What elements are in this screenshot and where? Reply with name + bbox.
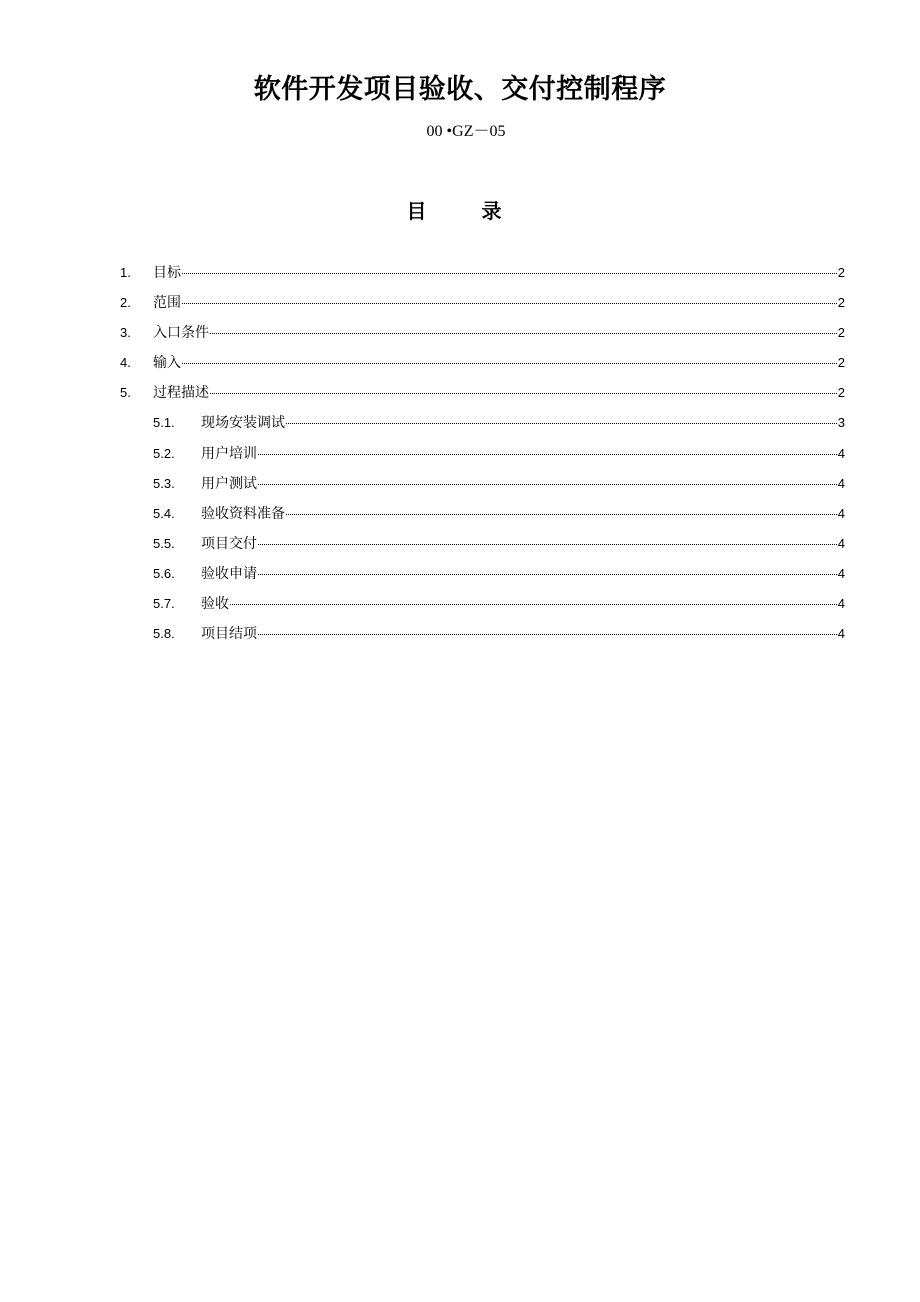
toc-entry-page-number: 4 (837, 445, 845, 461)
toc-entry-label[interactable]: 项目交付 (201, 535, 257, 552)
toc-dot-leader (286, 514, 837, 515)
toc-entry-label[interactable]: 用户培训 (201, 445, 257, 462)
toc-entry[interactable] (120, 412, 845, 442)
toc-entry[interactable] (120, 473, 845, 503)
toc-dot-leader (258, 484, 837, 485)
toc-entry-label[interactable]: 输入 (153, 355, 181, 372)
toc-entry-page-number: 4 (837, 505, 845, 521)
document-code: 00 •GZ－05 (426, 123, 506, 140)
toc-entry-page-number: 4 (837, 475, 845, 491)
toc-entry-number: 5. (120, 385, 131, 401)
toc-entry-label[interactable]: 验收资料准备 (201, 505, 285, 522)
toc-entry-number: 5.5. (153, 535, 175, 551)
toc-entry-number: 4. (120, 355, 131, 371)
toc-entry[interactable] (120, 563, 845, 593)
toc-entry-number: 1. (120, 265, 131, 280)
toc-entry-label[interactable]: 范围 (153, 295, 181, 312)
toc-dot-leader (258, 544, 837, 545)
toc-entry[interactable] (120, 382, 845, 412)
toc-entry-number: 3. (120, 325, 131, 341)
toc-entry-number: 5.7. (153, 596, 175, 612)
toc-dot-leader (210, 393, 837, 394)
toc-entry-number: 2. (120, 295, 131, 311)
toc-entry-number: 5.3. (153, 475, 175, 491)
toc-entry-number: 5.2. (153, 445, 175, 461)
toc-entry-page-number: 4 (837, 626, 845, 642)
toc-dot-leader (258, 574, 837, 575)
toc-entry[interactable] (120, 503, 845, 533)
toc-entry-page-number: 2 (837, 325, 845, 341)
toc-entry-label[interactable]: 验收 (201, 596, 229, 613)
toc-dot-leader (258, 454, 837, 455)
toc-entry-page-number: 2 (837, 355, 845, 371)
toc-entry[interactable] (120, 623, 845, 653)
toc-entry[interactable] (120, 352, 845, 382)
toc-entry[interactable] (120, 443, 845, 473)
toc-dot-leader (182, 273, 837, 274)
toc-entry-page-number: 4 (837, 596, 845, 612)
toc-dot-leader (258, 634, 837, 635)
toc-dot-leader (210, 333, 837, 334)
toc-entry-number: 5.8. (153, 626, 175, 642)
toc-entry[interactable] (120, 593, 845, 623)
toc-entry-label[interactable]: 入口条件 (153, 325, 209, 342)
toc-entry-number: 5.4. (153, 505, 175, 521)
toc-dot-leader (286, 423, 837, 424)
toc-entry-label[interactable]: 过程描述 (153, 385, 209, 402)
toc-entry-label[interactable]: 现场安装调试 (201, 415, 285, 432)
toc-heading: 目 录 (406, 199, 526, 223)
toc-entry-number: 5.1. (153, 415, 175, 431)
toc-dot-leader (182, 363, 837, 364)
toc-entry[interactable] (120, 292, 845, 322)
toc-entry-page-number: 3 (837, 415, 845, 431)
toc-entry-page-number: 2 (837, 265, 845, 280)
toc-entry[interactable] (120, 322, 845, 352)
toc-entry-label[interactable]: 项目结项 (201, 626, 257, 643)
toc-entry[interactable] (120, 533, 845, 563)
toc-entry-page-number: 2 (837, 295, 845, 311)
toc-entry-label[interactable]: 验收申请 (201, 565, 257, 582)
toc-dot-leader (230, 604, 837, 605)
toc-entry-page-number: 2 (837, 385, 845, 401)
toc-entry-number: 5.6. (153, 565, 175, 581)
toc-entry[interactable] (120, 262, 845, 292)
toc-entry-label[interactable]: 目标 (153, 265, 181, 281)
toc-entry-page-number: 4 (837, 565, 845, 581)
toc-entry-label[interactable]: 用户测试 (201, 475, 257, 492)
table-of-contents (120, 262, 845, 653)
toc-dot-leader (182, 303, 837, 304)
toc-entry-page-number: 4 (837, 535, 845, 551)
document-title: 软件开发项目验收、交付控制程序 (253, 74, 667, 105)
